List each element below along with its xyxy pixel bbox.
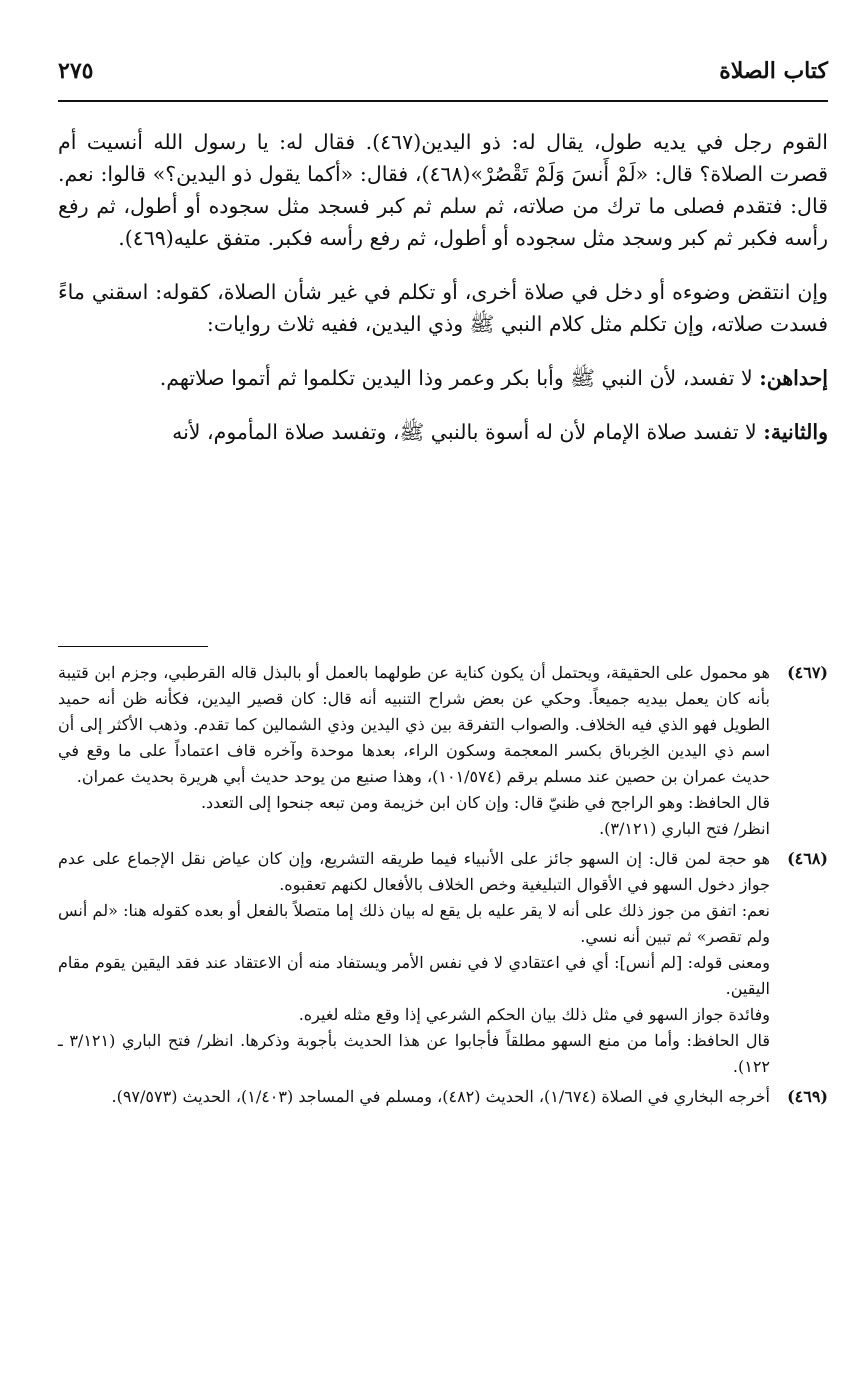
footnote-467	[58, 660, 828, 842]
paragraph-4-text: لا تفسد صلاة الإمام لأن له أسوة بالنبي ﷺ، وتفسد صلاة المأموم، لأنه	[172, 420, 764, 444]
paragraph-4-lead: والثانية:	[763, 420, 828, 444]
page-number: ٢٧٥	[58, 58, 94, 84]
footnotes	[58, 660, 828, 1114]
footnote-separator	[58, 646, 208, 647]
footnote-line: هو حجة لمن قال: إن السهو جائز على الأنبياء فيما طريقه التشريع، وإن كان عياض نقل الإجماع على عدم جواز دخول السهو في الأقوال التبليغية وخص الخلاف بالأفعال لكنهم تعقبوه.	[58, 849, 770, 894]
book-page	[58, 54, 828, 1364]
paragraph-4	[58, 416, 828, 448]
paragraph-3	[58, 362, 828, 394]
footnote-number: (٤٦٩)	[787, 1087, 828, 1106]
footnote-number: (٤٦٧)	[787, 663, 828, 682]
footnote-line: قال الحافظ: وهو الراجح في ظنيّ قال: وإن كان ابن خزيمة ومن تبعه جنحوا إلى التعدد.	[200, 793, 770, 812]
footnote-line: ومعنى قوله: [لم أنس]: أي في اعتقادي لا في نفس الأمر ويستفاد منه أن الاعتقاد عند فقد اليقين يقوم مقام اليقين.	[58, 953, 770, 998]
footnote-line: هو محمول على الحقيقة، ويحتمل أن يكون كناية عن طولهما بالعمل أو بالبذل قاله القرطبي، وجزم ابن قتيبة بأنه كان يعمل بيديه جميعاً. وحكي عن بعض شراح التنبيه أنه قال: كان قصير اليدين، فكأنه ظن أنه حميد الطويل فهو الذي فيه الخلاف. والصواب التفرقة بين ذي اليدين وذي الشمالين كما تقدم. وذهب الأكثر إلى أن اسم ذي اليدين الخِرباق بكسر المعجمة وسكون الراء، بعدها موحدة وآخره قاف اعتماداً على ما وقع في حديث عمران بن حصين عند مسلم برقم (١٠١/٥٧٤)، وهذا صنيع من يوحد حديث أبي هريرة بحديث عمران.	[58, 663, 771, 786]
footnote-line: أخرجه البخاري في الصلاة (١/٦٧٤)، الحديث (٤٨٢)، ومسلم في المساجد (١/٤٠٣)، الحديث (٩٧/٥٧٣).	[111, 1087, 770, 1106]
footnote-line: قال الحافظ: وأما من منع السهو مطلقاً فأجابوا عن هذا الحديث بأجوبة وذكرها. انظر/ فتح الباري (٣/١٢١ ـ ١٢٢).	[58, 1031, 770, 1076]
paragraph-1: القوم رجل في يديه طول، يقال له: ذو اليدين(٤٦٧). فقال له: يا رسول الله أنسيت أم قصرت الصلاة؟ قال: «لَمْ أَنسَ وَلَمْ تَقْصُرْ»(٤٦٨)، فقال: «أكما يقول ذو اليدين؟» قالوا: نعم. قال: فتقدم فصلى ما ترك من صلاته، ثم سلم ثم كبر فسجد مثل سجوده أو أطول، ثم رفع رأسه فكبر ثم كبر وسجد مثل سجوده أو أطول، ثم رفع رأسه فكبر. متفق عليه(٤٦٩).	[58, 130, 829, 250]
footnote-468	[58, 846, 828, 1080]
footnote-469	[58, 1084, 828, 1110]
footnote-line: نعم: اتفق من جوز ذلك على أنه لا يقر عليه بل يقع له بيان ذلك إما متصلاً بالفعل أو بعده كقوله هنا: «لم أنس ولم تقصر» ثم تبين أنه نسي.	[58, 901, 771, 946]
paragraph-3-lead: إحداهن:	[759, 366, 828, 390]
footnote-line: وفائدة جواز السهو في مثل ذلك بيان الحكم الشرعي إذا وقع مثله لغيره.	[298, 1005, 770, 1024]
header-rule	[58, 100, 828, 102]
paragraph-3-text: لا تفسد، لأن النبي ﷺ وأبا بكر وعمر وذا اليدين تكلموا ثم أتموا صلاتهم.	[159, 366, 760, 390]
footnote-number: (٤٦٨)	[787, 849, 828, 868]
paragraph-2: وإن انتقض وضوءه أو دخل في صلاة أخرى، أو تكلم في غير شأن الصلاة، كقوله: اسقني ماءً فسدت صلاته، وإن تكلم مثل كلام النبي ﷺ وذي اليدين، ففيه ثلاث روايات:	[58, 280, 828, 336]
chapter-title: كتاب الصلاة	[719, 58, 828, 84]
main-text	[58, 126, 828, 448]
running-header	[58, 54, 828, 94]
footnote-line: انظر/ فتح الباري (٣/١٢١).	[599, 819, 770, 838]
